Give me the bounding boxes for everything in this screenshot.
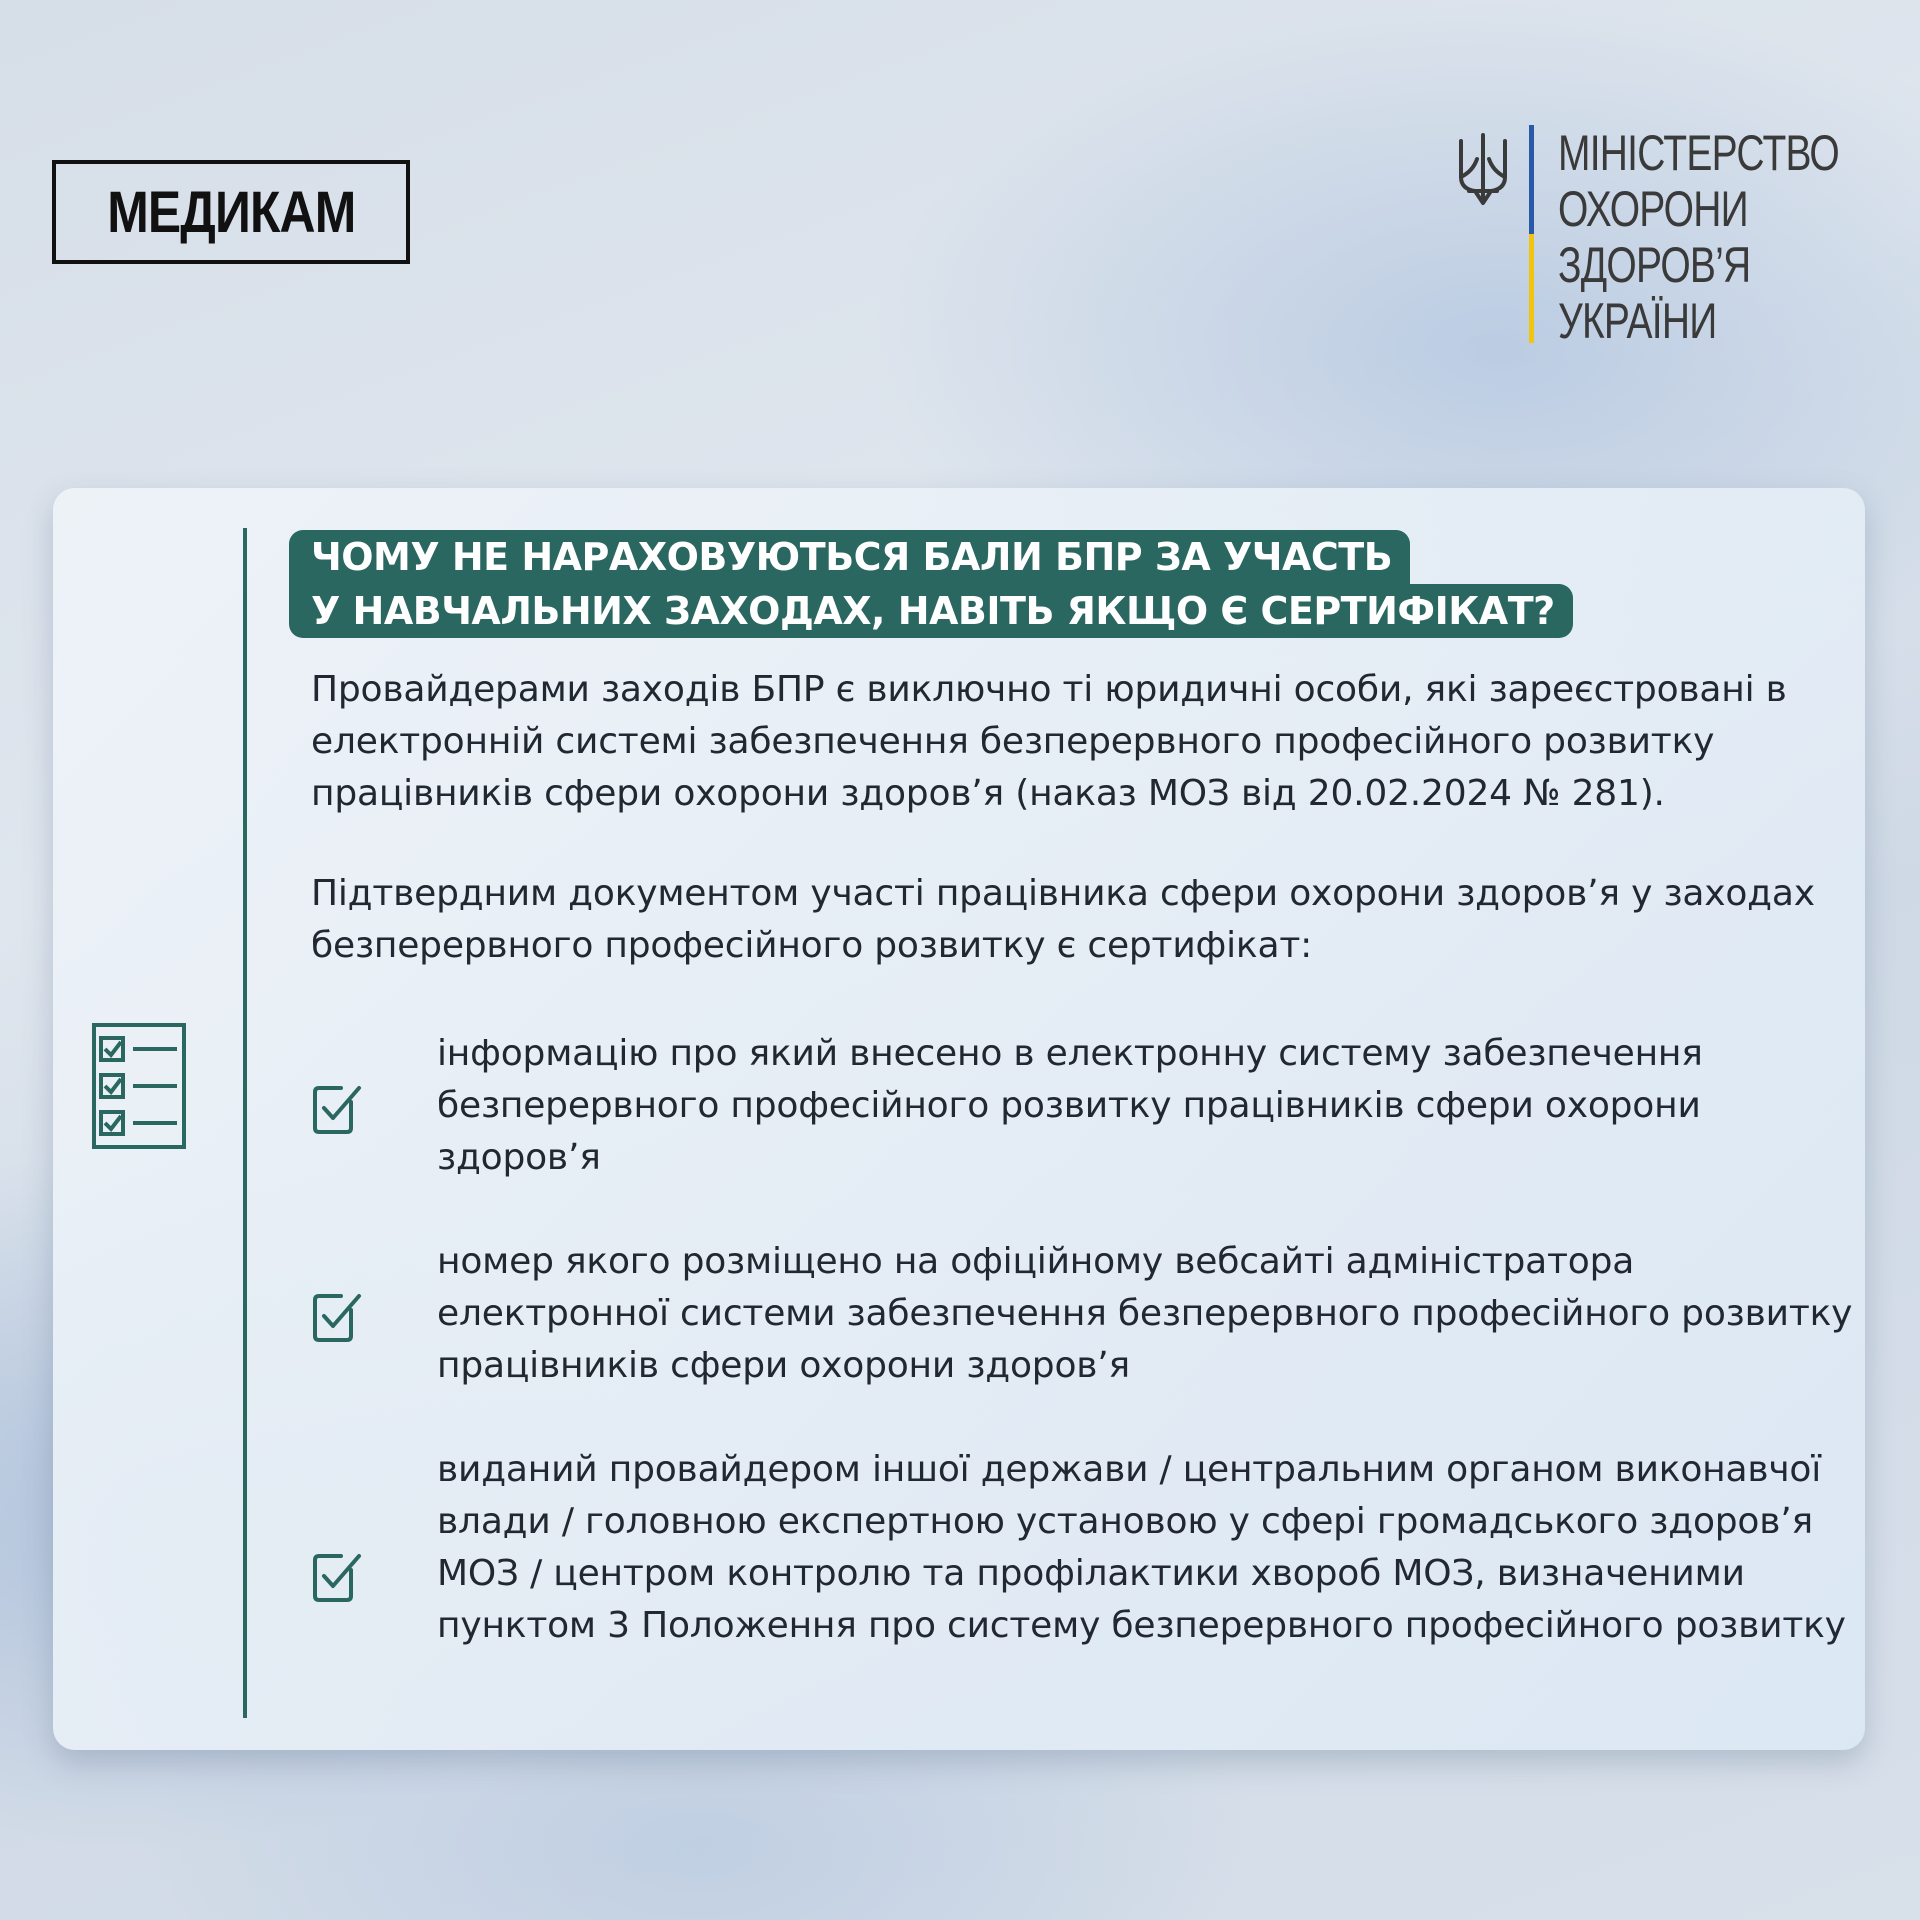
paragraph-providers: Провайдерами заходів БПР є виключно ті юридичні особи, які зареєстровані в електронній системі забезпечення безперервного професійного розвитку працівників сфери охорони здоров’я (наказ МОЗ від 20.02.2024 № 281). bbox=[311, 669, 1787, 814]
paragraph-certificate: Підтвердним документом участі працівника сфери охорони здоров’я у заходах безперервного професійного розвитку є сертифікат: bbox=[311, 873, 1815, 966]
card-heading bbox=[289, 530, 1573, 638]
list-item-text: інформацію про який внесено в електронну систему забезпечення безперервного професійного розвитку працівників сфери охорони здоров’я bbox=[437, 1033, 1703, 1178]
checkbox-checked-icon bbox=[311, 1290, 365, 1344]
ministry-name-line: МІНІСТЕРСТВО bbox=[1558, 125, 1839, 181]
vertical-divider bbox=[243, 528, 247, 1718]
category-label-box bbox=[52, 160, 410, 264]
checkbox-checked-icon bbox=[311, 1550, 365, 1604]
list-item-text: виданий провайдером іншої держави / центральним органом виконавчої влади / головною експертною установою у сфері громадського здоров’я МОЗ / центром контролю та профілактики хвороб МОЗ, визначеними пунктом 3 Положення про систему безперервного професійного розвитку bbox=[437, 1449, 1846, 1646]
heading-line-1: ЧОМУ НЕ НАРАХОВУЮТЬСЯ БАЛИ БПР ЗА УЧАСТЬ bbox=[289, 530, 1410, 584]
ministry-name-line: ОХОРОНИ bbox=[1558, 181, 1748, 237]
ministry-name-line: УКРАЇНИ bbox=[1558, 293, 1717, 349]
checkbox-checked-icon bbox=[311, 1082, 365, 1136]
ministry-name-line: ЗДОРОВ’Я bbox=[1558, 237, 1751, 293]
info-card bbox=[53, 488, 1865, 1750]
heading-line-2: У НАВЧАЛЬНИХ ЗАХОДАХ, НАВІТЬ ЯКЩО Є СЕРТИФІКАТ? bbox=[289, 584, 1573, 638]
flag-bar bbox=[1529, 125, 1534, 343]
ministry-name bbox=[1558, 125, 1918, 349]
list-item-text: номер якого розміщено на офіційному вебсайті адміністратора електронної системи забезпечення безперервного професійного розвитку працівників сфери охорони здоров’я bbox=[437, 1241, 1853, 1386]
category-label: МЕДИКАМ bbox=[106, 179, 356, 245]
checklist-icon bbox=[91, 1022, 187, 1150]
trident-icon bbox=[1455, 131, 1511, 211]
ministry-logo bbox=[1455, 125, 1918, 349]
